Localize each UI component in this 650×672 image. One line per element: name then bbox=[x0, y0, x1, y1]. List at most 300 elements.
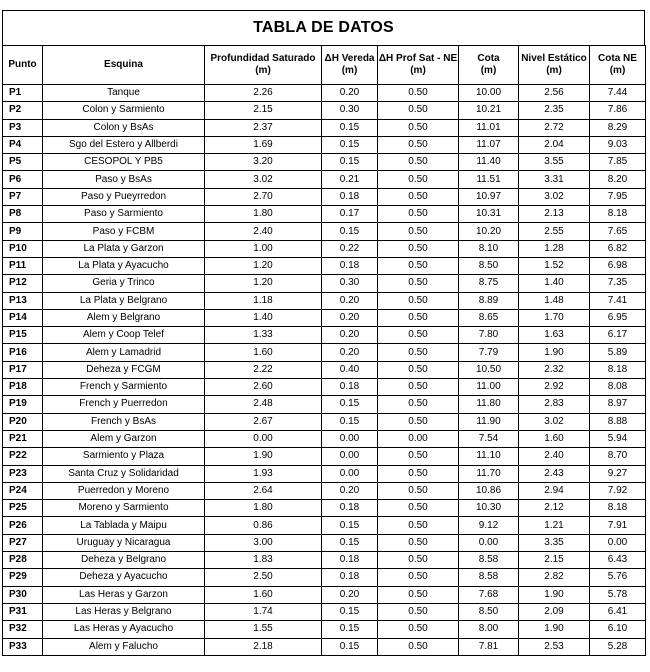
table-row bbox=[3, 396, 646, 413]
cell-esquina: Deheza y Ayacucho bbox=[43, 569, 205, 586]
cell-punto: P32 bbox=[3, 621, 43, 638]
cell-punto: P2 bbox=[3, 102, 43, 119]
cell-cota-ne: 8.20 bbox=[590, 171, 646, 188]
cell-cota-ne: 6.17 bbox=[590, 327, 646, 344]
table-row bbox=[3, 223, 646, 240]
cell-profundidad-saturado: 2.64 bbox=[205, 482, 322, 499]
table-row bbox=[3, 344, 646, 361]
cell-punto: P17 bbox=[3, 361, 43, 378]
cell-esquina: Sarmiento y Plaza bbox=[43, 448, 205, 465]
cell-dh-vereda: 0.18 bbox=[322, 257, 378, 274]
cell-punto: P30 bbox=[3, 586, 43, 603]
header-dh-prof-sat-ne: ΔH Prof Sat - NE (m) bbox=[378, 46, 459, 85]
cell-nivel-estatico: 2.53 bbox=[519, 638, 590, 655]
cell-nivel-estatico: 1.90 bbox=[519, 344, 590, 361]
cell-punto: P1 bbox=[3, 85, 43, 102]
cell-nivel-estatico: 1.52 bbox=[519, 257, 590, 274]
cell-cota-ne: 7.95 bbox=[590, 188, 646, 205]
cell-cota: 10.50 bbox=[459, 361, 519, 378]
cell-nivel-estatico: 2.40 bbox=[519, 448, 590, 465]
table-row bbox=[3, 102, 646, 119]
cell-dh-vereda: 0.20 bbox=[322, 327, 378, 344]
cell-punto: P8 bbox=[3, 206, 43, 223]
cell-esquina: Paso y Sarmiento bbox=[43, 206, 205, 223]
cell-nivel-estatico: 3.35 bbox=[519, 534, 590, 551]
cell-esquina: Alem y Coop Telef bbox=[43, 327, 205, 344]
cell-esquina: Paso y Pueyrredon bbox=[43, 188, 205, 205]
cell-cota: 10.30 bbox=[459, 500, 519, 517]
cell-dh-vereda: 0.18 bbox=[322, 188, 378, 205]
cell-profundidad-saturado: 2.67 bbox=[205, 413, 322, 430]
cell-dh-vereda: 0.15 bbox=[322, 603, 378, 620]
cell-cota: 11.90 bbox=[459, 413, 519, 430]
header-cota-ne: Cota NE (m) bbox=[590, 46, 646, 85]
cell-esquina: La Plata y Ayacucho bbox=[43, 257, 205, 274]
cell-nivel-estatico: 3.02 bbox=[519, 413, 590, 430]
cell-dh-vereda: 0.30 bbox=[322, 102, 378, 119]
cell-dh-prof-sat-ne: 0.50 bbox=[378, 379, 459, 396]
cell-esquina: Deheza y FCGM bbox=[43, 361, 205, 378]
cell-cota-ne: 8.70 bbox=[590, 448, 646, 465]
cell-dh-prof-sat-ne: 0.50 bbox=[378, 448, 459, 465]
cell-esquina: Las Heras y Garzon bbox=[43, 586, 205, 603]
cell-profundidad-saturado: 2.15 bbox=[205, 102, 322, 119]
cell-profundidad-saturado: 1.93 bbox=[205, 465, 322, 482]
cell-cota: 7.80 bbox=[459, 327, 519, 344]
cell-nivel-estatico: 1.48 bbox=[519, 292, 590, 309]
table-row bbox=[3, 171, 646, 188]
cell-esquina: Puerredon y Moreno bbox=[43, 482, 205, 499]
header-dh-vereda: ΔH Vereda (m) bbox=[322, 46, 378, 85]
cell-cota-ne: 5.94 bbox=[590, 430, 646, 447]
cell-esquina: Colon y Sarmiento bbox=[43, 102, 205, 119]
cell-dh-prof-sat-ne: 0.50 bbox=[378, 517, 459, 534]
cell-dh-vereda: 0.20 bbox=[322, 85, 378, 102]
cell-nivel-estatico: 2.35 bbox=[519, 102, 590, 119]
cell-cota-ne: 8.08 bbox=[590, 379, 646, 396]
cell-dh-vereda: 0.00 bbox=[322, 465, 378, 482]
cell-punto: P24 bbox=[3, 482, 43, 499]
cell-punto: P3 bbox=[3, 119, 43, 136]
cell-dh-prof-sat-ne: 0.50 bbox=[378, 309, 459, 326]
cell-punto: P33 bbox=[3, 638, 43, 655]
cell-cota: 10.86 bbox=[459, 482, 519, 499]
cell-profundidad-saturado: 3.20 bbox=[205, 154, 322, 171]
cell-profundidad-saturado: 1.20 bbox=[205, 275, 322, 292]
cell-cota-ne: 8.18 bbox=[590, 361, 646, 378]
cell-dh-vereda: 0.15 bbox=[322, 621, 378, 638]
cell-dh-prof-sat-ne: 0.50 bbox=[378, 552, 459, 569]
table-row bbox=[3, 275, 646, 292]
cell-nivel-estatico: 2.13 bbox=[519, 206, 590, 223]
cell-cota-ne: 7.86 bbox=[590, 102, 646, 119]
cell-profundidad-saturado: 2.26 bbox=[205, 85, 322, 102]
cell-esquina: French y Puerredon bbox=[43, 396, 205, 413]
cell-punto: P26 bbox=[3, 517, 43, 534]
table-row bbox=[3, 465, 646, 482]
cell-esquina: Sgo del Estero y Allberdi bbox=[43, 136, 205, 153]
cell-dh-vereda: 0.15 bbox=[322, 223, 378, 240]
cell-dh-prof-sat-ne: 0.50 bbox=[378, 586, 459, 603]
cell-esquina: La Plata y Garzon bbox=[43, 240, 205, 257]
cell-cota-ne: 6.82 bbox=[590, 240, 646, 257]
cell-cota: 8.50 bbox=[459, 603, 519, 620]
cell-profundidad-saturado: 1.40 bbox=[205, 309, 322, 326]
table-row bbox=[3, 292, 646, 309]
cell-cota: 8.58 bbox=[459, 569, 519, 586]
cell-dh-prof-sat-ne: 0.50 bbox=[378, 603, 459, 620]
cell-dh-vereda: 0.15 bbox=[322, 119, 378, 136]
cell-profundidad-saturado: 3.00 bbox=[205, 534, 322, 551]
cell-nivel-estatico: 1.90 bbox=[519, 621, 590, 638]
cell-nivel-estatico: 2.56 bbox=[519, 85, 590, 102]
cell-cota-ne: 8.18 bbox=[590, 206, 646, 223]
cell-dh-prof-sat-ne: 0.50 bbox=[378, 240, 459, 257]
cell-punto: P7 bbox=[3, 188, 43, 205]
header-row bbox=[3, 46, 646, 85]
cell-nivel-estatico: 1.70 bbox=[519, 309, 590, 326]
table-row bbox=[3, 240, 646, 257]
cell-nivel-estatico: 2.04 bbox=[519, 136, 590, 153]
cell-cota: 7.54 bbox=[459, 430, 519, 447]
cell-cota: 10.20 bbox=[459, 223, 519, 240]
cell-esquina: CESOPOL Y PB5 bbox=[43, 154, 205, 171]
cell-cota-ne: 6.10 bbox=[590, 621, 646, 638]
cell-dh-prof-sat-ne: 0.50 bbox=[378, 292, 459, 309]
cell-profundidad-saturado: 1.20 bbox=[205, 257, 322, 274]
cell-esquina: Alem y Belgrano bbox=[43, 309, 205, 326]
cell-dh-prof-sat-ne: 0.50 bbox=[378, 119, 459, 136]
cell-esquina: Las Heras y Belgrano bbox=[43, 603, 205, 620]
cell-cota-ne: 7.91 bbox=[590, 517, 646, 534]
cell-profundidad-saturado: 0.00 bbox=[205, 430, 322, 447]
cell-profundidad-saturado: 3.02 bbox=[205, 171, 322, 188]
table-row bbox=[3, 500, 646, 517]
cell-nivel-estatico: 2.12 bbox=[519, 500, 590, 517]
cell-cota-ne: 7.65 bbox=[590, 223, 646, 240]
cell-dh-prof-sat-ne: 0.50 bbox=[378, 413, 459, 430]
cell-profundidad-saturado: 2.50 bbox=[205, 569, 322, 586]
cell-dh-prof-sat-ne: 0.50 bbox=[378, 188, 459, 205]
cell-dh-vereda: 0.15 bbox=[322, 154, 378, 171]
cell-cota-ne: 7.85 bbox=[590, 154, 646, 171]
cell-dh-vereda: 0.15 bbox=[322, 517, 378, 534]
header-profundidad-saturado: Profundidad Saturado (m) bbox=[205, 46, 322, 85]
table-row bbox=[3, 119, 646, 136]
cell-cota-ne: 8.29 bbox=[590, 119, 646, 136]
cell-esquina: Alem y Lamadrid bbox=[43, 344, 205, 361]
data-table bbox=[2, 45, 646, 656]
cell-nivel-estatico: 2.09 bbox=[519, 603, 590, 620]
cell-cota: 11.00 bbox=[459, 379, 519, 396]
cell-nivel-estatico: 1.63 bbox=[519, 327, 590, 344]
cell-cota: 11.80 bbox=[459, 396, 519, 413]
cell-nivel-estatico: 3.31 bbox=[519, 171, 590, 188]
cell-punto: P27 bbox=[3, 534, 43, 551]
cell-cota-ne: 7.41 bbox=[590, 292, 646, 309]
cell-dh-vereda: 0.15 bbox=[322, 396, 378, 413]
cell-nivel-estatico: 1.28 bbox=[519, 240, 590, 257]
cell-cota-ne: 5.78 bbox=[590, 586, 646, 603]
cell-dh-prof-sat-ne: 0.50 bbox=[378, 534, 459, 551]
table-body bbox=[3, 85, 646, 656]
cell-cota: 8.58 bbox=[459, 552, 519, 569]
table-title: TABLA DE DATOS bbox=[2, 10, 645, 45]
cell-profundidad-saturado: 1.33 bbox=[205, 327, 322, 344]
cell-cota: 8.10 bbox=[459, 240, 519, 257]
cell-profundidad-saturado: 1.80 bbox=[205, 206, 322, 223]
cell-punto: P14 bbox=[3, 309, 43, 326]
cell-nivel-estatico: 1.40 bbox=[519, 275, 590, 292]
cell-dh-prof-sat-ne: 0.50 bbox=[378, 621, 459, 638]
cell-cota-ne: 5.89 bbox=[590, 344, 646, 361]
cell-profundidad-saturado: 1.74 bbox=[205, 603, 322, 620]
table-row bbox=[3, 257, 646, 274]
cell-punto: P18 bbox=[3, 379, 43, 396]
cell-esquina: Geria y Trinco bbox=[43, 275, 205, 292]
cell-cota-ne: 8.97 bbox=[590, 396, 646, 413]
table-row bbox=[3, 603, 646, 620]
cell-profundidad-saturado: 1.55 bbox=[205, 621, 322, 638]
cell-cota: 0.00 bbox=[459, 534, 519, 551]
cell-profundidad-saturado: 1.80 bbox=[205, 500, 322, 517]
cell-dh-vereda: 0.18 bbox=[322, 500, 378, 517]
cell-cota: 11.40 bbox=[459, 154, 519, 171]
cell-dh-prof-sat-ne: 0.50 bbox=[378, 85, 459, 102]
cell-cota-ne: 7.35 bbox=[590, 275, 646, 292]
cell-dh-vereda: 0.20 bbox=[322, 482, 378, 499]
cell-dh-prof-sat-ne: 0.50 bbox=[378, 500, 459, 517]
cell-nivel-estatico: 2.32 bbox=[519, 361, 590, 378]
cell-dh-vereda: 0.20 bbox=[322, 586, 378, 603]
cell-punto: P20 bbox=[3, 413, 43, 430]
cell-profundidad-saturado: 1.69 bbox=[205, 136, 322, 153]
cell-punto: P29 bbox=[3, 569, 43, 586]
cell-profundidad-saturado: 0.86 bbox=[205, 517, 322, 534]
cell-nivel-estatico: 2.94 bbox=[519, 482, 590, 499]
cell-punto: P23 bbox=[3, 465, 43, 482]
table-row bbox=[3, 309, 646, 326]
table-row bbox=[3, 552, 646, 569]
cell-dh-vereda: 0.00 bbox=[322, 430, 378, 447]
cell-esquina: La Plata y Belgrano bbox=[43, 292, 205, 309]
cell-cota: 8.50 bbox=[459, 257, 519, 274]
cell-dh-vereda: 0.15 bbox=[322, 638, 378, 655]
cell-cota: 7.68 bbox=[459, 586, 519, 603]
cell-profundidad-saturado: 2.60 bbox=[205, 379, 322, 396]
header-nivel-estatico: Nivel Estático (m) bbox=[519, 46, 590, 85]
cell-esquina: French y BsAs bbox=[43, 413, 205, 430]
table-row bbox=[3, 517, 646, 534]
cell-dh-vereda: 0.18 bbox=[322, 379, 378, 396]
table-row bbox=[3, 569, 646, 586]
table-row bbox=[3, 621, 646, 638]
cell-cota-ne: 7.44 bbox=[590, 85, 646, 102]
cell-punto: P11 bbox=[3, 257, 43, 274]
cell-dh-vereda: 0.30 bbox=[322, 275, 378, 292]
cell-punto: P25 bbox=[3, 500, 43, 517]
cell-esquina: Uruguay y Nicaragua bbox=[43, 534, 205, 551]
table-row bbox=[3, 534, 646, 551]
cell-dh-prof-sat-ne: 0.50 bbox=[378, 569, 459, 586]
cell-nivel-estatico: 2.43 bbox=[519, 465, 590, 482]
cell-dh-prof-sat-ne: 0.50 bbox=[378, 275, 459, 292]
table-row bbox=[3, 482, 646, 499]
cell-profundidad-saturado: 1.18 bbox=[205, 292, 322, 309]
table-row bbox=[3, 430, 646, 447]
table-row bbox=[3, 448, 646, 465]
cell-esquina: Las Heras y Ayacucho bbox=[43, 621, 205, 638]
cell-esquina: Moreno y Sarmiento bbox=[43, 500, 205, 517]
cell-nivel-estatico: 3.02 bbox=[519, 188, 590, 205]
cell-dh-prof-sat-ne: 0.50 bbox=[378, 344, 459, 361]
cell-esquina: La Tablada y Maipu bbox=[43, 517, 205, 534]
cell-dh-prof-sat-ne: 0.50 bbox=[378, 465, 459, 482]
cell-esquina: Tanque bbox=[43, 85, 205, 102]
table-row bbox=[3, 206, 646, 223]
cell-punto: P16 bbox=[3, 344, 43, 361]
cell-dh-vereda: 0.15 bbox=[322, 534, 378, 551]
cell-cota-ne: 5.28 bbox=[590, 638, 646, 655]
cell-nivel-estatico: 1.21 bbox=[519, 517, 590, 534]
cell-nivel-estatico: 2.15 bbox=[519, 552, 590, 569]
cell-cota: 11.51 bbox=[459, 171, 519, 188]
table-row bbox=[3, 638, 646, 655]
header-punto: Punto bbox=[3, 46, 43, 85]
cell-punto: P6 bbox=[3, 171, 43, 188]
cell-cota: 8.89 bbox=[459, 292, 519, 309]
cell-dh-prof-sat-ne: 0.50 bbox=[378, 171, 459, 188]
cell-cota-ne: 6.43 bbox=[590, 552, 646, 569]
cell-dh-prof-sat-ne: 0.50 bbox=[378, 206, 459, 223]
cell-cota: 8.00 bbox=[459, 621, 519, 638]
cell-profundidad-saturado: 1.83 bbox=[205, 552, 322, 569]
table-row bbox=[3, 85, 646, 102]
cell-esquina: Santa Cruz y Solidaridad bbox=[43, 465, 205, 482]
cell-esquina: Alem y Falucho bbox=[43, 638, 205, 655]
cell-cota-ne: 9.27 bbox=[590, 465, 646, 482]
cell-profundidad-saturado: 2.22 bbox=[205, 361, 322, 378]
cell-dh-vereda: 0.17 bbox=[322, 206, 378, 223]
cell-dh-prof-sat-ne: 0.50 bbox=[378, 361, 459, 378]
cell-cota-ne: 0.00 bbox=[590, 534, 646, 551]
cell-dh-prof-sat-ne: 0.00 bbox=[378, 430, 459, 447]
cell-cota: 11.07 bbox=[459, 136, 519, 153]
cell-cota-ne: 6.95 bbox=[590, 309, 646, 326]
cell-punto: P4 bbox=[3, 136, 43, 153]
cell-dh-vereda: 0.20 bbox=[322, 292, 378, 309]
cell-punto: P19 bbox=[3, 396, 43, 413]
cell-cota: 11.70 bbox=[459, 465, 519, 482]
cell-nivel-estatico: 2.82 bbox=[519, 569, 590, 586]
table-row bbox=[3, 136, 646, 153]
cell-cota: 9.12 bbox=[459, 517, 519, 534]
table-row bbox=[3, 586, 646, 603]
cell-dh-vereda: 0.15 bbox=[322, 136, 378, 153]
cell-punto: P10 bbox=[3, 240, 43, 257]
cell-punto: P22 bbox=[3, 448, 43, 465]
cell-dh-vereda: 0.20 bbox=[322, 309, 378, 326]
cell-dh-prof-sat-ne: 0.50 bbox=[378, 257, 459, 274]
cell-cota: 8.65 bbox=[459, 309, 519, 326]
cell-profundidad-saturado: 2.40 bbox=[205, 223, 322, 240]
cell-cota-ne: 7.92 bbox=[590, 482, 646, 499]
cell-punto: P28 bbox=[3, 552, 43, 569]
cell-dh-vereda: 0.20 bbox=[322, 344, 378, 361]
cell-punto: P12 bbox=[3, 275, 43, 292]
cell-esquina: Alem y Garzon bbox=[43, 430, 205, 447]
table-row bbox=[3, 379, 646, 396]
cell-nivel-estatico: 2.92 bbox=[519, 379, 590, 396]
cell-dh-vereda: 0.40 bbox=[322, 361, 378, 378]
cell-cota: 10.31 bbox=[459, 206, 519, 223]
cell-profundidad-saturado: 1.00 bbox=[205, 240, 322, 257]
table-row bbox=[3, 154, 646, 171]
cell-cota: 10.21 bbox=[459, 102, 519, 119]
cell-esquina: Paso y BsAs bbox=[43, 171, 205, 188]
cell-cota-ne: 6.41 bbox=[590, 603, 646, 620]
cell-dh-prof-sat-ne: 0.50 bbox=[378, 396, 459, 413]
cell-punto: P15 bbox=[3, 327, 43, 344]
cell-profundidad-saturado: 2.48 bbox=[205, 396, 322, 413]
cell-dh-prof-sat-ne: 0.50 bbox=[378, 102, 459, 119]
cell-profundidad-saturado: 2.37 bbox=[205, 119, 322, 136]
cell-dh-prof-sat-ne: 0.50 bbox=[378, 482, 459, 499]
cell-cota: 10.00 bbox=[459, 85, 519, 102]
cell-cota: 11.10 bbox=[459, 448, 519, 465]
cell-dh-vereda: 0.22 bbox=[322, 240, 378, 257]
cell-cota-ne: 8.18 bbox=[590, 500, 646, 517]
cell-dh-vereda: 0.00 bbox=[322, 448, 378, 465]
cell-dh-prof-sat-ne: 0.50 bbox=[378, 223, 459, 240]
cell-cota-ne: 6.98 bbox=[590, 257, 646, 274]
header-cota: Cota (m) bbox=[459, 46, 519, 85]
table-row bbox=[3, 327, 646, 344]
cell-cota: 7.79 bbox=[459, 344, 519, 361]
cell-cota-ne: 8.88 bbox=[590, 413, 646, 430]
data-table-container bbox=[2, 10, 645, 656]
cell-profundidad-saturado: 2.18 bbox=[205, 638, 322, 655]
cell-cota: 8.75 bbox=[459, 275, 519, 292]
cell-esquina: Colon y BsAs bbox=[43, 119, 205, 136]
cell-dh-vereda: 0.18 bbox=[322, 569, 378, 586]
cell-nivel-estatico: 1.90 bbox=[519, 586, 590, 603]
cell-profundidad-saturado: 1.60 bbox=[205, 586, 322, 603]
cell-dh-vereda: 0.15 bbox=[322, 413, 378, 430]
cell-dh-prof-sat-ne: 0.50 bbox=[378, 638, 459, 655]
cell-dh-vereda: 0.18 bbox=[322, 552, 378, 569]
cell-punto: P21 bbox=[3, 430, 43, 447]
cell-cota: 11.01 bbox=[459, 119, 519, 136]
cell-cota-ne: 9.03 bbox=[590, 136, 646, 153]
cell-nivel-estatico: 2.72 bbox=[519, 119, 590, 136]
cell-cota-ne: 5.76 bbox=[590, 569, 646, 586]
cell-punto: P31 bbox=[3, 603, 43, 620]
cell-profundidad-saturado: 2.70 bbox=[205, 188, 322, 205]
cell-profundidad-saturado: 1.90 bbox=[205, 448, 322, 465]
cell-dh-prof-sat-ne: 0.50 bbox=[378, 154, 459, 171]
cell-esquina: Deheza y Belgrano bbox=[43, 552, 205, 569]
cell-dh-vereda: 0.21 bbox=[322, 171, 378, 188]
cell-punto: P5 bbox=[3, 154, 43, 171]
cell-nivel-estatico: 2.83 bbox=[519, 396, 590, 413]
table-row bbox=[3, 188, 646, 205]
cell-esquina: Paso y FCBM bbox=[43, 223, 205, 240]
cell-esquina: French y Sarmiento bbox=[43, 379, 205, 396]
cell-punto: P13 bbox=[3, 292, 43, 309]
header-esquina: Esquina bbox=[43, 46, 205, 85]
cell-cota: 10.97 bbox=[459, 188, 519, 205]
